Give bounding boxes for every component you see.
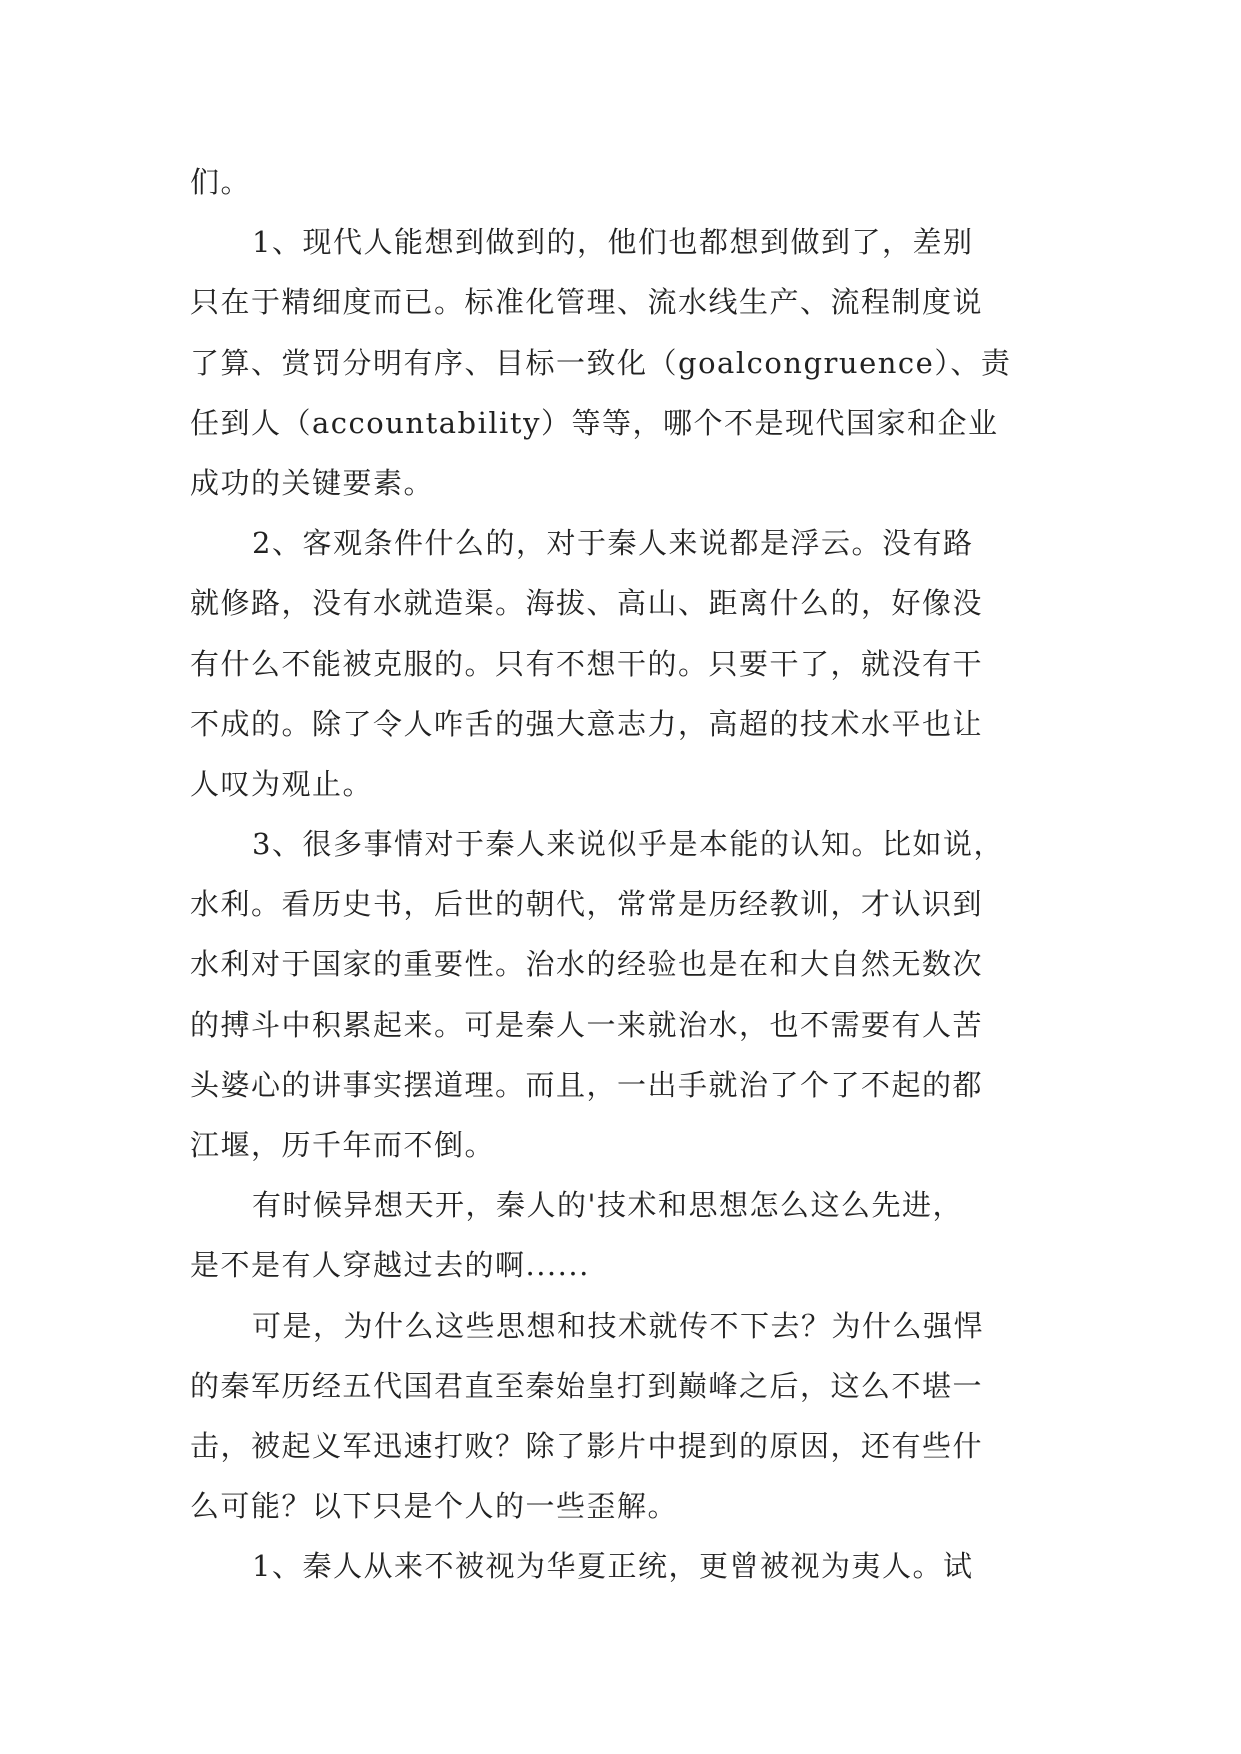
text-line: 的秦军历经五代国君直至秦始皇打到巅峰之后，这么不堪一: [190, 1368, 984, 1403]
text-line: 是不是有人穿越过去的啊......: [190, 1248, 590, 1283]
paragraph-start-line: 2、客观条件什么的，对于秦人来说都是浮云。没有路: [252, 526, 974, 561]
text-line: 了算、赏罚分明有序、目标一致化（goalcongruence）、责: [190, 345, 1012, 380]
text-line: 么可能？以下只是个人的一些歪解。: [190, 1489, 679, 1524]
text-line: 水利。看历史书，后世的朝代，常常是历经教训，才认识到: [190, 887, 984, 922]
text-line: 水利对于国家的重要性。治水的经验也是在和大自然无数次: [190, 947, 984, 982]
text-line: 们。: [190, 165, 252, 199]
paragraph-start-line: 可是，为什么这些思想和技术就传不下去？为什么强悍: [252, 1308, 985, 1343]
text-line: 不成的。除了令人咋舌的强大意志力，高超的技术水平也让: [190, 706, 984, 741]
paragraph-start-line: 1、现代人能想到做到的，他们也都想到做到了，差别: [252, 225, 974, 260]
text-line: 有什么不能被克服的。只有不想干的。只要干了，就没有干: [190, 646, 984, 681]
text-line: 成功的关键要素。: [190, 465, 435, 500]
document-body: [190, 152, 1050, 1597]
text-line: 任到人（accountability）等等，哪个不是现代国家和企业: [190, 405, 999, 440]
text-line: 只在于精细度而已。标准化管理、流水线生产、流程制度说: [190, 285, 984, 320]
paragraph-start-line: 3、很多事情对于秦人来说似乎是本能的认知。比如说，: [252, 827, 1004, 862]
text-line: 人叹为观止。: [190, 766, 374, 801]
text-line: 江堰，历千年而不倒。: [190, 1128, 496, 1162]
text-line: 头婆心的讲事实摆道理。而且，一出手就治了个了不起的都: [190, 1067, 984, 1102]
text-line: 的搏斗中积累起来。可是秦人一来就治水，也不需要有人苦: [190, 1007, 984, 1042]
text-line: 击，被起义军迅速打败？除了影片中提到的原因，还有些什: [190, 1428, 984, 1463]
paragraph-start-line: 有时候异想天开，秦人的'技术和思想怎么这么先进，: [252, 1188, 963, 1223]
paragraph-start-line: 1、秦人从来不被视为华夏正统，更曾被视为夷人。试: [252, 1549, 974, 1584]
text-line: 就修路，没有水就造渠。海拔、高山、距离什么的，好像没: [190, 586, 984, 621]
